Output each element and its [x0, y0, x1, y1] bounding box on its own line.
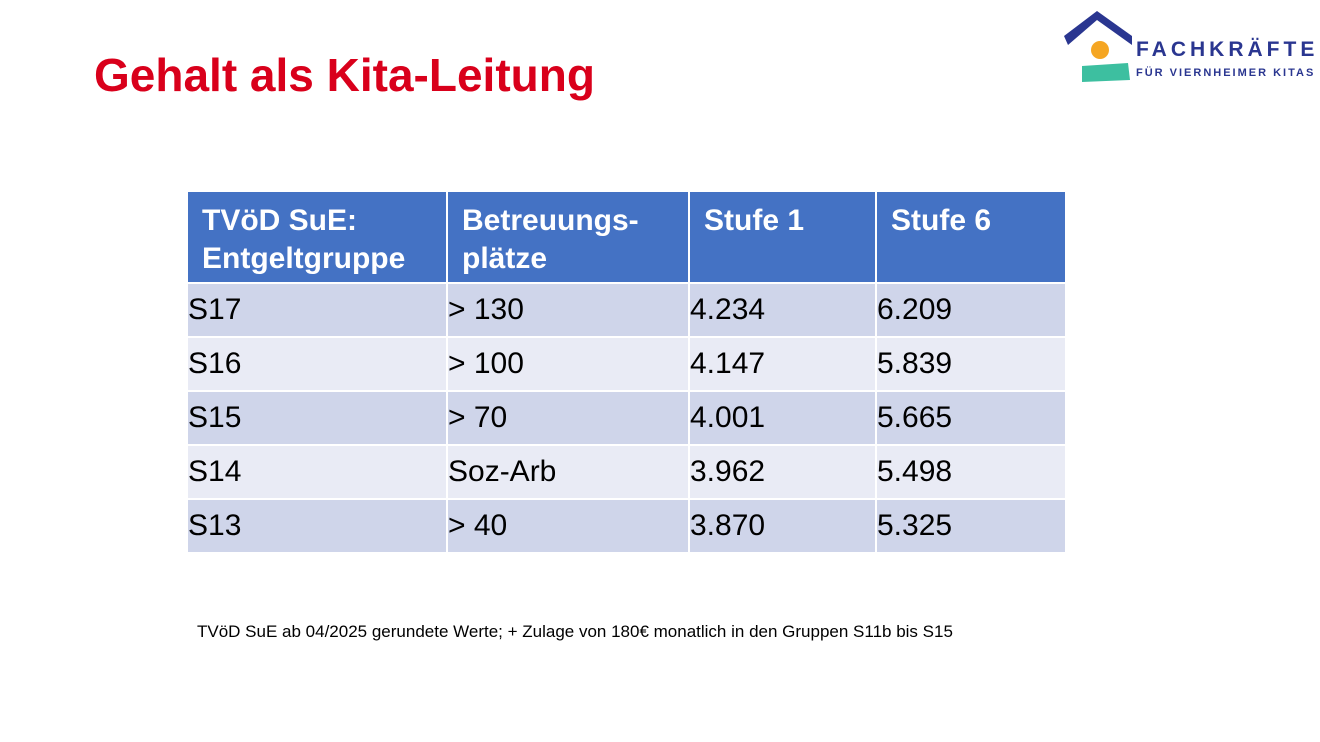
- salary-table: [186, 190, 1067, 554]
- cell-stufe-1: 3.962: [689, 445, 876, 499]
- header-entgeltgruppe: TVöD SuE: Entgeltgruppe: [187, 191, 447, 283]
- cell-group: S13: [187, 499, 447, 553]
- cell-places: > 100: [447, 337, 689, 391]
- table-row: [187, 283, 1066, 337]
- header-stufe-1: Stufe 1: [689, 191, 876, 283]
- cell-places: Soz-Arb: [447, 445, 689, 499]
- house-logo-icon: [1060, 8, 1136, 88]
- cell-stufe-6: 6.209: [876, 283, 1066, 337]
- cell-stufe-6: 5.665: [876, 391, 1066, 445]
- cell-stufe-1: 3.870: [689, 499, 876, 553]
- logo-wordmark: FACHKRÄFTE: [1136, 38, 1319, 61]
- cell-stufe-6: 5.325: [876, 499, 1066, 553]
- table-row: [187, 499, 1066, 553]
- cell-stufe-1: 4.234: [689, 283, 876, 337]
- cell-stufe-6: 5.498: [876, 445, 1066, 499]
- cell-group: S14: [187, 445, 447, 499]
- table-row: [187, 391, 1066, 445]
- cell-stufe-1: 4.001: [689, 391, 876, 445]
- header-betreuungsplaetze: Betreuungs- plätze: [447, 191, 689, 283]
- logo: [1060, 8, 1320, 88]
- cell-group: S15: [187, 391, 447, 445]
- cell-group: S17: [187, 283, 447, 337]
- cell-stufe-6: 5.839: [876, 337, 1066, 391]
- table-row: [187, 337, 1066, 391]
- cell-group: S16: [187, 337, 447, 391]
- cell-places: > 40: [447, 499, 689, 553]
- header-stufe-6: Stufe 6: [876, 191, 1066, 283]
- table-row: [187, 445, 1066, 499]
- cell-places: > 130: [447, 283, 689, 337]
- logo-tagline: FÜR VIERNHEIMER KITAS: [1136, 67, 1316, 79]
- cell-places: > 70: [447, 391, 689, 445]
- table-header-row: [187, 191, 1066, 283]
- footnote: TVöD SuE ab 04/2025 gerundete Werte; + Zulage von 180€ monatlich in den Gruppen S11b bis S15: [197, 622, 953, 641]
- cell-stufe-1: 4.147: [689, 337, 876, 391]
- slide-title: Gehalt als Kita-Leitung: [94, 49, 595, 101]
